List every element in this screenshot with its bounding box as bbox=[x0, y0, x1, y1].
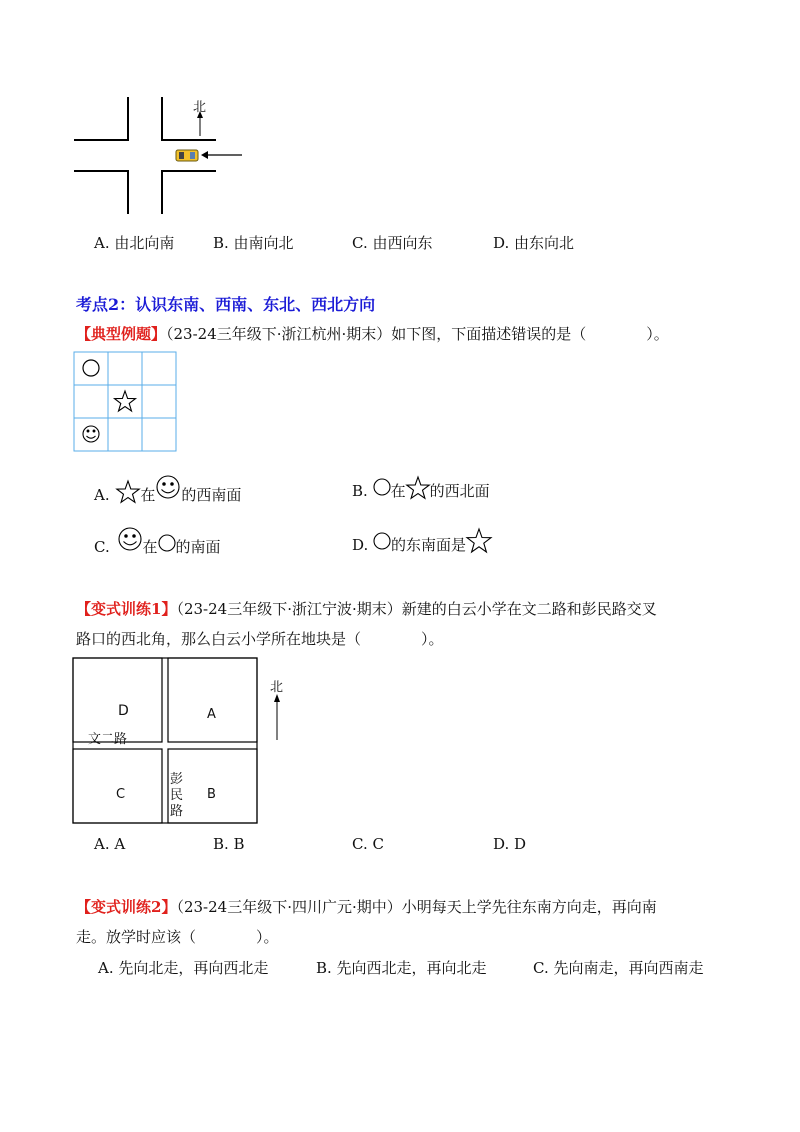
train2-tag: 【变式训练2】 bbox=[76, 898, 177, 916]
block-d: D bbox=[118, 703, 129, 719]
train2-option-a: A. 先向北走，再向西北走 bbox=[98, 959, 269, 977]
section-title: 考点2：认识东南、西南、东北、西北方向 bbox=[76, 295, 376, 314]
example-tag: 【典型例题】 bbox=[76, 325, 167, 343]
option-a: A. 由北向南 bbox=[94, 234, 175, 252]
option-d: D. 由东向北 bbox=[493, 234, 575, 252]
road-peng-min: 彭 民 路 bbox=[170, 772, 184, 819]
map-north-label: 北 bbox=[270, 680, 284, 695]
road-wen-er: 文二路 bbox=[88, 732, 128, 747]
example-option-c: C. 在 的南面 bbox=[94, 528, 221, 557]
train1-option-d: D. D bbox=[493, 835, 527, 853]
train2-option-c: C. 先向南走，再向西南走 bbox=[533, 959, 704, 977]
north-label: 北 bbox=[193, 100, 207, 115]
train1-option-c: C. C bbox=[352, 835, 384, 853]
block-a: A bbox=[207, 707, 216, 722]
block-c: C bbox=[116, 787, 126, 802]
train2-line1: 【变式训练2】（23-24三年级下·四川广元·期中）小明每天上学先往东南方向走，再向南 bbox=[76, 898, 657, 916]
map-north-head bbox=[274, 694, 280, 702]
example-option-a: A. 在 的西南面 bbox=[94, 476, 241, 505]
train2-line2: 走。放学时应该（ ）。 bbox=[76, 928, 279, 946]
train1-option-b: B. B bbox=[213, 835, 245, 853]
train1-line1: 【变式训练1】（23-24三年级下·浙江宁波·期末）新建的白云小学在文二路和彭民路交叉 bbox=[76, 600, 657, 618]
example-text: （23-24三年级下·浙江杭州·期末）如下图，下面描述错误的是（ ）。 bbox=[166, 325, 669, 343]
train2-option-b: B. 先向西北走，再向北走 bbox=[316, 959, 487, 977]
option-c: C. 由西向东 bbox=[352, 234, 433, 252]
train1-line2: 路口的西北角，那么白云小学所在地块是（ ）。 bbox=[76, 630, 444, 648]
example-option-b: B. 在 的西北面 bbox=[352, 476, 490, 501]
example-option-d: D. 的东南面是 bbox=[352, 528, 492, 555]
block-b: B bbox=[207, 787, 216, 802]
option-b: B. 由南向北 bbox=[213, 234, 294, 252]
train1-tag: 【变式训练1】 bbox=[76, 600, 177, 618]
train1-option-a: A. A bbox=[94, 835, 126, 853]
